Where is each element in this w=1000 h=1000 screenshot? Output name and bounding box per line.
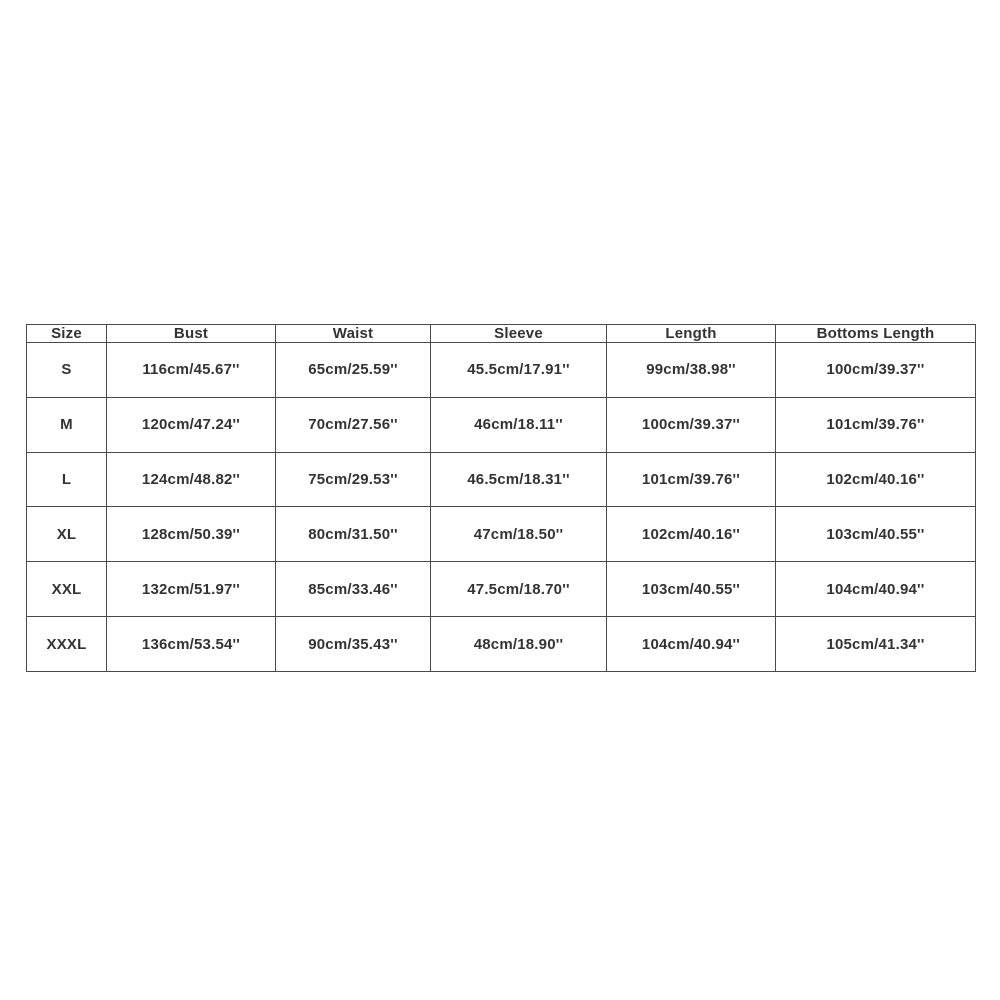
size-cell: S xyxy=(27,343,107,398)
waist-cell: 70cm/27.56'' xyxy=(276,397,431,452)
column-header-length: Length xyxy=(607,325,776,343)
bottoms-length-cell: 104cm/40.94'' xyxy=(776,562,976,617)
waist-cell: 90cm/35.43'' xyxy=(276,617,431,672)
length-cell: 102cm/40.16'' xyxy=(607,507,776,562)
column-header-bust: Bust xyxy=(107,325,276,343)
waist-cell: 80cm/31.50'' xyxy=(276,507,431,562)
sleeve-cell: 46.5cm/18.31'' xyxy=(431,452,607,507)
sleeve-cell: 48cm/18.90'' xyxy=(431,617,607,672)
sleeve-cell: 46cm/18.11'' xyxy=(431,397,607,452)
table-row-xxxl xyxy=(27,617,976,672)
size-chart-table xyxy=(26,324,976,672)
table-row-l xyxy=(27,452,976,507)
bust-cell: 132cm/51.97'' xyxy=(107,562,276,617)
length-cell: 101cm/39.76'' xyxy=(607,452,776,507)
size-cell: L xyxy=(27,452,107,507)
size-cell: M xyxy=(27,397,107,452)
header-row xyxy=(27,325,976,343)
sleeve-cell: 47.5cm/18.70'' xyxy=(431,562,607,617)
sleeve-cell: 47cm/18.50'' xyxy=(431,507,607,562)
length-cell: 99cm/38.98'' xyxy=(607,343,776,398)
table-row-xl xyxy=(27,507,976,562)
column-header-waist: Waist xyxy=(276,325,431,343)
bust-cell: 116cm/45.67'' xyxy=(107,343,276,398)
bottoms-length-cell: 103cm/40.55'' xyxy=(776,507,976,562)
size-cell: XL xyxy=(27,507,107,562)
bottoms-length-cell: 100cm/39.37'' xyxy=(776,343,976,398)
bottoms-length-cell: 105cm/41.34'' xyxy=(776,617,976,672)
waist-cell: 65cm/25.59'' xyxy=(276,343,431,398)
length-cell: 104cm/40.94'' xyxy=(607,617,776,672)
bust-cell: 128cm/50.39'' xyxy=(107,507,276,562)
bottoms-length-cell: 101cm/39.76'' xyxy=(776,397,976,452)
waist-cell: 85cm/33.46'' xyxy=(276,562,431,617)
column-header-bottoms-length: Bottoms Length xyxy=(776,325,976,343)
length-cell: 103cm/40.55'' xyxy=(607,562,776,617)
column-header-sleeve: Sleeve xyxy=(431,325,607,343)
bust-cell: 120cm/47.24'' xyxy=(107,397,276,452)
table-row-s xyxy=(27,343,976,398)
table-row-xxl xyxy=(27,562,976,617)
column-header-size: Size xyxy=(27,325,107,343)
table-row-m xyxy=(27,397,976,452)
waist-cell: 75cm/29.53'' xyxy=(276,452,431,507)
size-cell: XXL xyxy=(27,562,107,617)
bottoms-length-cell: 102cm/40.16'' xyxy=(776,452,976,507)
sleeve-cell: 45.5cm/17.91'' xyxy=(431,343,607,398)
bust-cell: 124cm/48.82'' xyxy=(107,452,276,507)
length-cell: 100cm/39.37'' xyxy=(607,397,776,452)
bust-cell: 136cm/53.54'' xyxy=(107,617,276,672)
size-cell: XXXL xyxy=(27,617,107,672)
size-chart-container xyxy=(26,324,975,672)
